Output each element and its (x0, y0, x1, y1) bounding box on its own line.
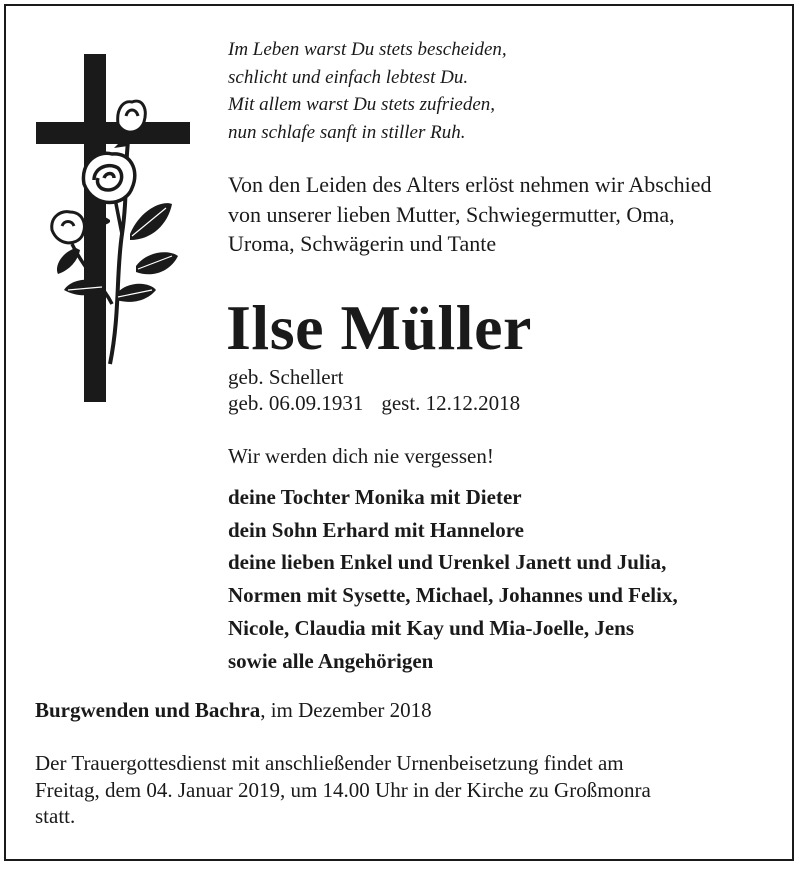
service-line: Freitag, dem 04. Januar 2019, um 14.00 Uhr in der Kirche zu Großmonra (35, 777, 651, 802)
obituary-notice (4, 4, 794, 861)
poem (228, 36, 507, 146)
cross-with-rose-icon (32, 44, 197, 406)
place-location: Burgwenden und Bachra (35, 698, 261, 722)
mourner-line: Normen mit Sysette, Michael, Johannes und Felix, (228, 583, 678, 608)
motto: Wir werden dich nie vergessen! (228, 444, 494, 468)
intro-line: von unserer lieben Mutter, Schwiegermutter, Oma, (228, 201, 675, 227)
poem-line: nun schlafe sanft in stiller Ruh. (228, 121, 466, 143)
intro-text (228, 170, 712, 259)
deceased-name: Ilse Müller (226, 292, 532, 363)
poem-line: schlicht und einfach lebtest Du. (228, 66, 469, 88)
place-and-date (35, 697, 432, 723)
mourner-line: Nicole, Claudia mit Kay und Mia-Joelle, Jens (228, 615, 634, 640)
intro-line: Von den Leiden des Alters erlöst nehmen wir Abschied (228, 172, 712, 197)
service-info (35, 750, 775, 830)
maiden-name: geb. Schellert (228, 365, 344, 389)
poem-line: Im Leben warst Du stets bescheiden, (228, 39, 507, 60)
poem-line: Mit allem warst Du stets zufrieden, (228, 94, 496, 115)
life-dates (228, 390, 520, 416)
mourner-line: dein Sohn Erhard mit Hannelore (228, 517, 524, 542)
mourner-line: deine Tochter Monika mit Dieter (228, 485, 522, 509)
place-date: , im Dezember 2018 (260, 698, 432, 722)
death-date: gest. 12.12.2018 (381, 391, 521, 415)
service-line: statt. (35, 804, 76, 828)
mourners-list (228, 481, 678, 677)
service-line: Der Trauergottesdienst mit anschließender Urnenbeisetzung findet am (35, 751, 624, 775)
mourner-line: deine lieben Enkel und Urenkel Janett und Julia, (228, 550, 667, 575)
birth-date: geb. 06.09.1931 (228, 391, 364, 415)
mourner-line: sowie alle Angehörigen (228, 648, 434, 673)
intro-line: Uroma, Schwägerin und Tante (228, 231, 497, 256)
